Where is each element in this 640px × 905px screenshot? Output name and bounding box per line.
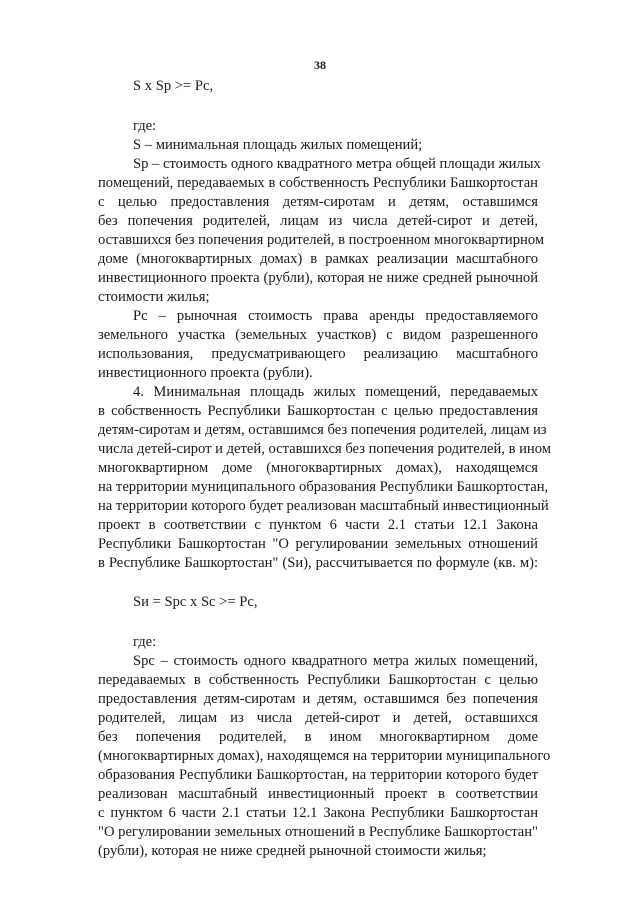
text-line: на территории которого будет реализован масштабный инвестиционный bbox=[98, 498, 549, 514]
text-line: где: bbox=[133, 118, 157, 134]
page-number: 38 bbox=[314, 58, 326, 72]
text-line: числа детей-сирот и детей, оставшихся без попечения родителей, в ином bbox=[98, 441, 551, 457]
text-line: земельного участка (земельных участков) с видом разрешенного bbox=[98, 327, 538, 343]
text-line: передаваемых в собственность Республики Башкортостан с целью bbox=[98, 672, 538, 688]
text-line: "О регулировании земельных отношений в Республике Башкортостан" bbox=[98, 824, 539, 840]
text-line: реализован масштабный инвестиционный проект в соответствии bbox=[98, 786, 538, 802]
text-line: с целью предоставления детям-сиротам и детям, оставшимся bbox=[98, 194, 538, 210]
text-line: использования, предусматривающего реализацию масштабного bbox=[98, 346, 538, 362]
text-line: Pc – рыночная стоимость права аренды предоставляемого bbox=[133, 308, 538, 324]
text-line: инвестиционного проекта (рубли). bbox=[98, 365, 313, 381]
text-line: родителей, лицам из числа детей-сирот и детей, оставшихся bbox=[98, 710, 538, 726]
text-line: образования Республики Башкортостан, на территории которого будет bbox=[98, 767, 538, 783]
text-line: где: bbox=[133, 634, 157, 650]
text-line: (многоквартирных домах), находящемся на территории муниципального bbox=[98, 748, 551, 764]
text-line: Spc – стоимость одного квадратного метра жилых помещений, bbox=[133, 653, 538, 669]
text-line: проект в соответствии с пунктом 6 части 2.1 статьи 12.1 Закона bbox=[98, 517, 538, 533]
text-line: S x Sp >= Pc, bbox=[133, 78, 214, 94]
text-line: предоставления детям-сиротам и детям, оставшимся без попечения bbox=[98, 691, 538, 707]
text-line: S – минимальная площадь жилых помещений; bbox=[133, 137, 423, 153]
text-line: без попечения родителей, в ином многоквартирном доме bbox=[98, 729, 538, 745]
text-line: оставшихся без попечения родителей, в построенном многоквартирном bbox=[98, 232, 545, 248]
text-line: доме (многоквартирных домах) в рамках реализации масштабного bbox=[98, 251, 538, 267]
text-line: (рубли), которая не ниже средней рыночной стоимости жилья; bbox=[98, 843, 487, 859]
text-line: инвестиционного проекта (рубли), которая не ниже средней рыночной bbox=[98, 270, 538, 286]
text-line: 4. Минимальная площадь жилых помещений, передаваемых bbox=[133, 384, 538, 400]
text-line: Республики Башкортостан "О регулировании земельных отношений bbox=[98, 536, 538, 552]
text-line: детям-сиротам и детям, оставшимся без попечения родителей, лицам из bbox=[98, 422, 547, 438]
text-line: в Республике Башкортостан" (Sи), рассчитывается по формуле (кв. м): bbox=[98, 555, 538, 571]
text-line: многоквартирном доме (многоквартирных домах), находящемся bbox=[98, 460, 538, 476]
text-line: в собственность Республики Башкортостан с целью предоставления bbox=[98, 403, 538, 419]
text-line: без попечения родителей, лицам из числа детей-сирот и детей, bbox=[98, 213, 538, 229]
text-line: стоимости жилья; bbox=[98, 289, 210, 305]
text-line: на территории муниципального образования Республики Башкортостан, bbox=[98, 479, 549, 495]
text-line: с пунктом 6 части 2.1 статьи 12.1 Закона Республики Башкортостан bbox=[98, 805, 538, 821]
text-line: Sp – стоимость одного квадратного метра общей площади жилых bbox=[133, 156, 541, 172]
text-line: помещений, передаваемых в собственность Республики Башкортостан bbox=[98, 175, 538, 191]
text-line: Sи = Spc x Sc >= Pc, bbox=[133, 594, 258, 610]
